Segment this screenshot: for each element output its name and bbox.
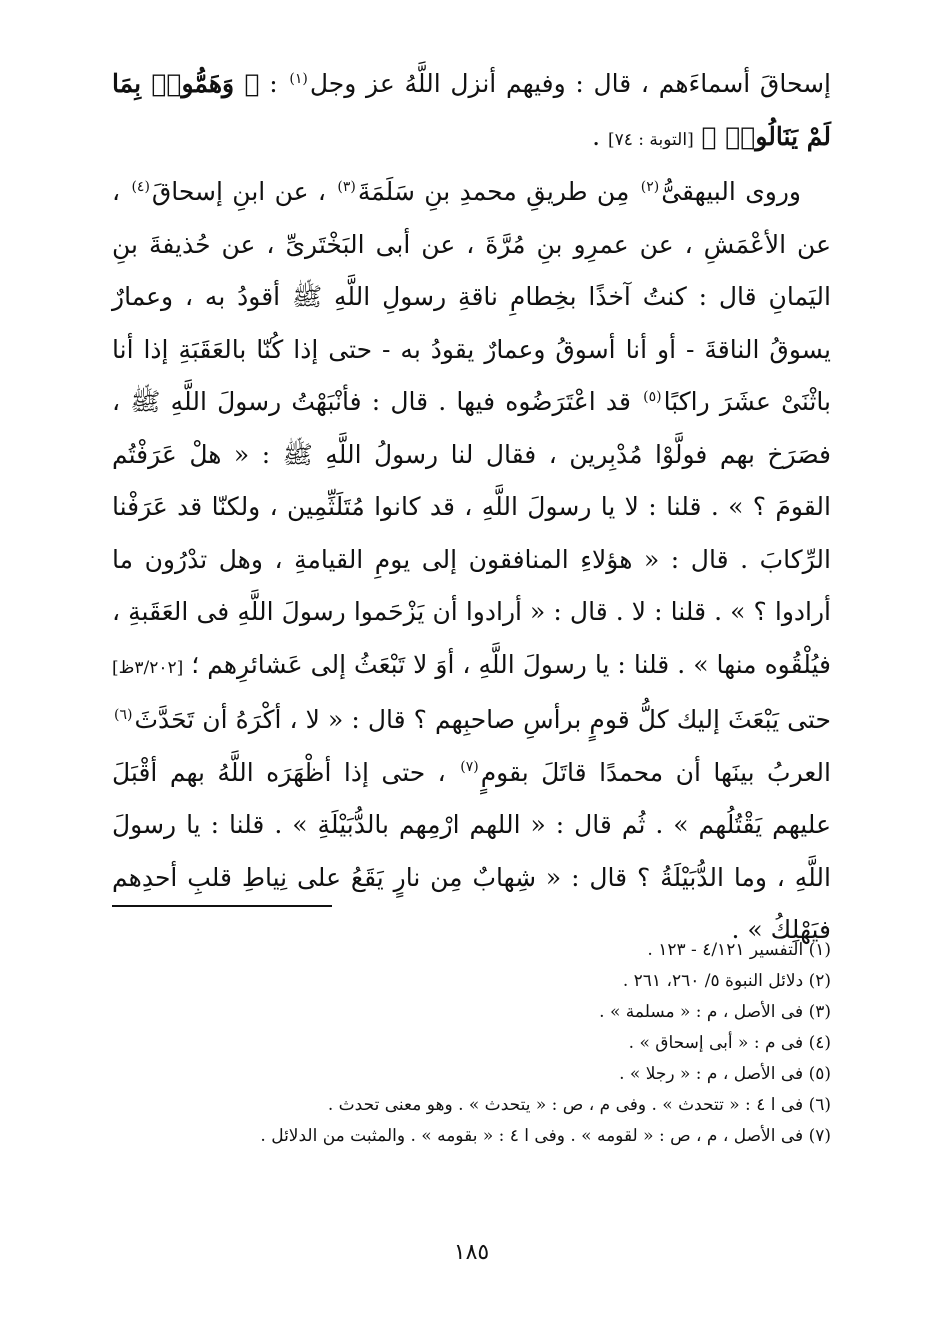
text-run: إسحاقَ أسماءَهم ، قال : وفيهم أنزل اللَّهُ عز وجل <box>309 69 831 98</box>
quran-verse: ﴿ وَهَمُّوا۟ بِمَا لَمْ يَنَالُوا۟ ﴾ <box>112 69 831 151</box>
footnote-5: (٥) فى الأصل ، م : « رجلا » . <box>619 1064 831 1084</box>
text-run: العربُ بينَها أن محمدًا قاتَلَ بقومٍ <box>480 757 831 787</box>
text-run: ، حتى إذا أظْهَرَه اللَّهُ بهم أقْبَلَ عليهم يَقْتُلُهم » . ثُم قال : « اللهم ارْمِهم بالدُّبَيْلَةِ » . قلنا : يا رسولَ اللَّهِ ، وما الدُّبَيْلَةُ ؟ قال : « شِهابٌ مِن نارٍ يَقَعُ على نِياطِ قلبِ أحدِهم فيَهْلِكُ » . <box>112 757 831 944</box>
paragraph-2 <box>112 166 831 957</box>
footnote-ref-4: (٤) <box>131 178 150 195</box>
main-text <box>112 58 831 957</box>
footnote-4: (٤) فى م : « أبى إسحاق » . <box>628 1033 831 1053</box>
manuscript-marker: [٣/٢٠٢ظ] <box>112 657 184 678</box>
text-run: قد اعْتَرَضُوه فيها . قال : فأنْبَهْتُ رسولَ اللَّهِ ﷺ ، فصَرَخ بهم فولَّوْا مُدْبِرين ، فقال لنا رسولُ اللَّهِ ﷺ : « هلْ عَرَفْتُم القومَ ؟ » . قلنا : لا يا رسولَ اللَّهِ ، قد كانوا مُتَلَثِّمِين ، ولكنّا قد عَرَفْنا الرِّكابَ . قال : « هؤلاءِ المنافقون إلى يومِ القيامةِ ، وهل تدْرُون ما أرادوا ؟ » . قلنا : لا . قال : « أرادوا أن يَزْحَموا رسولَ اللَّهِ فى العَقَبةِ ، فيُلْقُوه منها » . قلنا : يا رسولَ اللَّهِ ، أوَ لا تَبْعَثُ إلى عَشائرِهم ؛ <box>112 387 831 679</box>
footnote-ref-2: (٢) <box>640 178 660 195</box>
footnote-ref-3: (٣) <box>337 178 356 195</box>
text-run: مِن طريقِ محمدِ بنِ سَلَمَةَ <box>357 177 639 206</box>
verse-reference: [التوبة : ٧٤] <box>607 129 694 150</box>
text-run: : <box>259 69 288 98</box>
text-run: ، عن الأعْمَشِ ، عن عمرِو بنِ مُرَّةَ ، عن أبى البَخْتَرىِّ ، عن حُذيفةَ بنِ اليَمانِ قال : كنتُ آخذًا بخِطامِ ناقةِ رسولِ اللَّهِ ﷺ أقودُ به ، وعمارٌ يسوقُ الناقةَ - أو أنا أسوقُ وعمارٌ يقودُ به - حتى إذا كُنّا بالعَقَبَةِ إذا أنا باثْنَىْ عشَرَ راكبًا <box>112 177 832 416</box>
text-run: . <box>592 121 608 151</box>
footnotes-section <box>111 935 831 1152</box>
footnote-2: (٢) دلائل النبوة ٥/ ٢٦٠، ٢٦١ . <box>622 971 831 991</box>
text-run: حتى يَبْعَثَ إليك كلُّ قومٍ برأسِ صاحبِهم ؟ قال : « لا ، أكْرَهُ أن تَحَدَّثَ <box>134 705 831 734</box>
page-number: ١٨٥ <box>453 1240 490 1265</box>
footnote-divider <box>112 905 332 907</box>
footnote-7: (٧) فى الأصل ، م ، ص : « لقومه » . وفى ا ٤ : « بقومه » . والمثبت من الدلائل . <box>260 1126 831 1146</box>
footnote-ref-5: (٥) <box>643 388 662 405</box>
footnote-1: (١) التفسير ٤/١٢١ - ١٢٣ . <box>647 940 831 960</box>
footnote-3: (٣) فى الأصل ، م : « مسلمة » . <box>599 1002 831 1022</box>
paragraph-1 <box>112 58 831 166</box>
footnote-ref-1: (١) <box>289 70 308 87</box>
footnote-6: (٦) فى ا ٤ : « تتحدث » . وفى م ، ص : « يتحدث » . وهو معنى تحدث . <box>327 1095 831 1115</box>
text-run: وروى البيهقىُّ <box>661 177 801 206</box>
footnote-ref-7: (٧) <box>460 759 479 776</box>
footnote-ref-6: (٦) <box>114 706 133 723</box>
text-run: ، عن ابنِ إسحاقَ <box>151 177 336 206</box>
